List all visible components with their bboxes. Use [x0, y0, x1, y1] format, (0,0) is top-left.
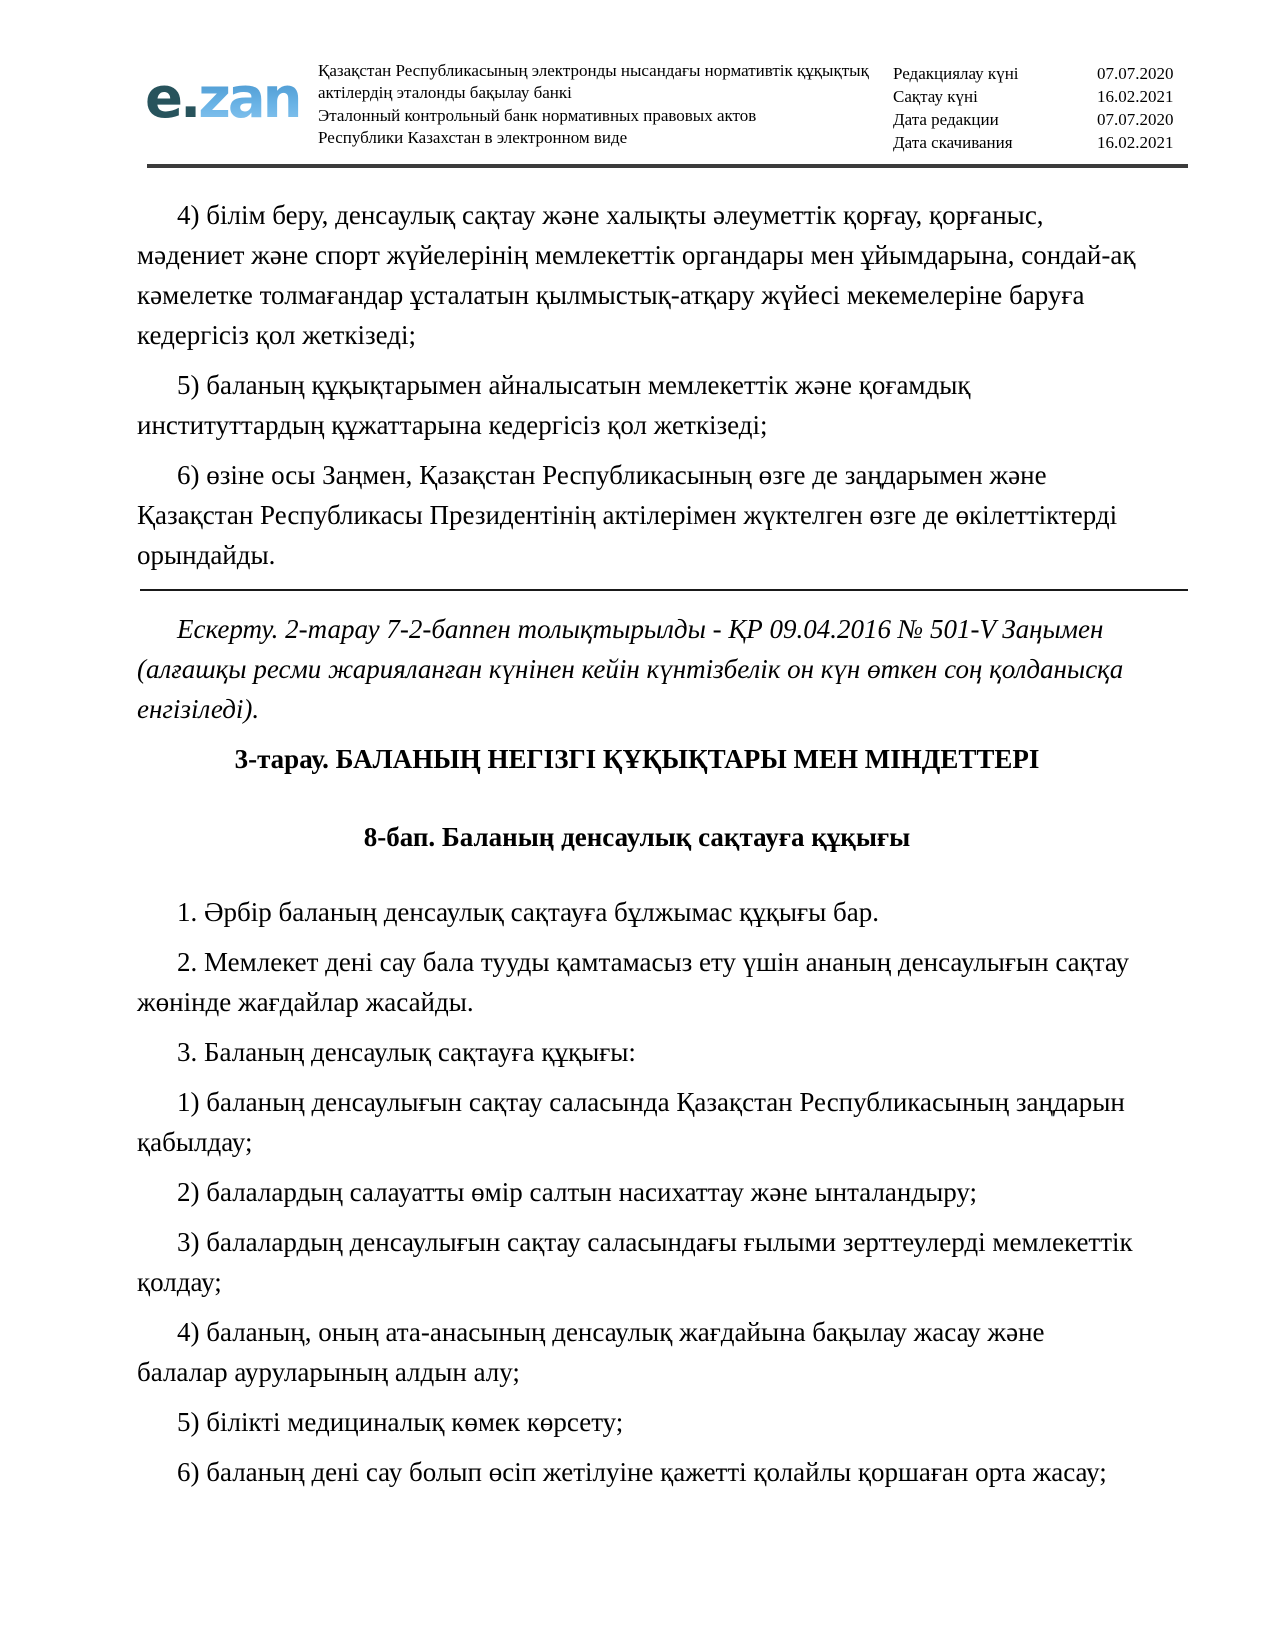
meta-label: Сақтау күні [893, 87, 978, 106]
body-paragraph: 3. Баланың денсаулық сақтауға құқығы: [177, 1037, 636, 1067]
meta-label: Редакциялау күні [893, 64, 1019, 83]
bank-title-line: Республики Казахстан в электронном виде [318, 128, 628, 148]
body-paragraph: 4) білім беру, денсаулық сақтау және халықты әлеуметтік қорғау, қорғаныс, мәдениет және спорт жүйелерінің мемлекеттік органдары мен ұйымдарына, сондай-ақ кәмелетке толмағандар ұсталатын қылмыстық-атқару жүйесі мекемелеріне баруға кедергісіз қол жеткізеді; [137, 200, 1136, 350]
meta-row [893, 62, 1185, 85]
meta-value: 16.02.2021 [1097, 133, 1174, 152]
article-heading: 8-бап. Баланың денсаулық сақтауға құқығы [363, 822, 911, 852]
bank-title [318, 60, 883, 150]
bank-title-line: актілердің эталонды бақылау банкі [318, 83, 572, 103]
body-paragraph: 1) баланың денсаулығын сақтау саласында Қазақстан Республикасының заңдарын қабылдау; [137, 1087, 1125, 1157]
body-paragraph: 6) өзіне осы Заңмен, Қазақстан Республикасының өзге де заңдарымен және Қазақстан Республикасы Президентінің актілерімен жүктелген өзге де өкілеттіктерді орындайды. [137, 460, 1118, 570]
ezan-logo-blue-part: zan [198, 66, 300, 131]
body-paragraph: 5) баланың құқықтарымен айналысатын мемлекеттік және қоғамдық институттардың құжаттарына кедергісіз қол жеткізеді; [137, 370, 971, 440]
body-paragraph: 2) балалардың салауатты өмір салтын насихаттау және ынталандыру; [177, 1177, 978, 1207]
body-paragraph: 5) білікті медициналық көмек көрсету; [177, 1407, 624, 1437]
meta-row [893, 85, 1185, 108]
chapter-heading: 3-тарау. БАЛАНЫҢ НЕГІЗГІ ҚҰҚЫҚТАРЫ МЕН МІНДЕТТЕРІ [234, 744, 1040, 774]
meta-row [893, 131, 1185, 154]
body-paragraph: 3) балалардың денсаулығын сақтау саласындағы ғылыми зерттеулерді мемлекеттік қолдау; [137, 1227, 1133, 1297]
ezan-logo-dark-part: e. [145, 66, 199, 131]
ezan-logo [145, 68, 300, 130]
body-paragraph: 4) баланың, оның ата-анасының денсаулық жағдайына бақылау жасау және балалар ауруларының алдын алу; [137, 1317, 1045, 1387]
meta-label: Дата редакции [893, 110, 999, 129]
meta-value: 07.07.2020 [1097, 64, 1174, 83]
document-meta [893, 62, 1185, 154]
intro-paragraphs [137, 195, 1137, 575]
meta-value: 07.07.2020 [1097, 110, 1174, 129]
header-divider [147, 164, 1188, 168]
section-divider [140, 589, 1188, 591]
body-paragraph: 6) баланың дені сау болып өсіп жетілуіне қажетті қолайлы қоршаған орта жасау; [177, 1457, 1107, 1487]
meta-label: Дата скачивания [893, 133, 1013, 152]
document-body [137, 195, 1137, 1502]
bank-title-line: Эталонный контрольный банк нормативных правовых актов [318, 105, 757, 125]
body-paragraph: 2. Мемлекет дені сау бала тууды қамтамасыз ету үшін ананың денсаулығын сақтау жөнінде жағдайлар жасайды. [137, 947, 1129, 1017]
meta-row [893, 108, 1185, 131]
body-paragraph: 1. Әрбір баланың денсаулық сақтауға бұлжымас құқығы бар. [177, 897, 879, 927]
article-paragraphs [137, 892, 1137, 1492]
amendment-note: Ескерту. 2-тарау 7-2-баппен толықтырылды - ҚР 09.04.2016 № 501-V Заңымен (алғашқы ресми жарияланған күнінен кейін күнтізбелік он күн өткен соң қолданысқа енгізіледі). [137, 614, 1124, 724]
bank-title-line: Қазақстан Республикасының электронды нысандағы нормативтік құқықтық [318, 61, 869, 80]
meta-value: 16.02.2021 [1097, 87, 1174, 106]
